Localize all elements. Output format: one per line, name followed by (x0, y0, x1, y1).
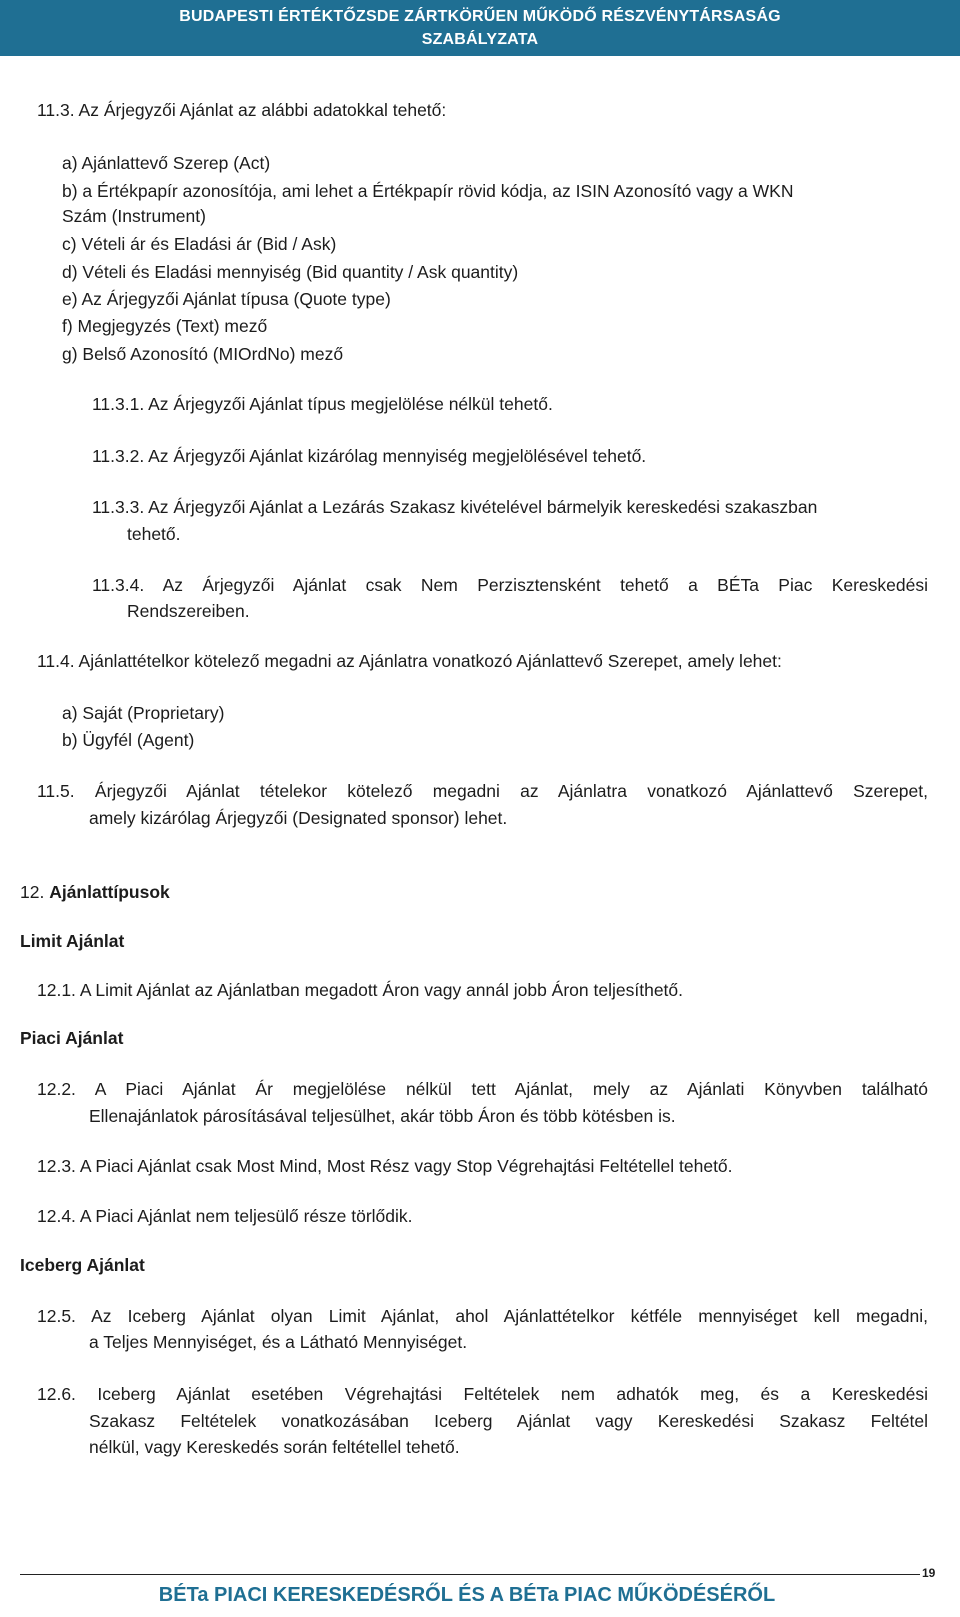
section-text-continued: Ellenajánlatok párosításával teljesülhet, akár több Áron és több kötésben is. (89, 1106, 676, 1126)
section-text: Az Árjegyzői Ajánlat kizárólag mennyiség megjelölésével tehető. (148, 446, 647, 466)
section-text: A Piaci Ajánlat nem teljesülő része törlődik. (79, 1206, 413, 1226)
section-number: 12.6. (37, 1384, 76, 1404)
document-header (0, 0, 960, 56)
section-number: 12.3. (37, 1156, 76, 1176)
list-item: d) Vételi és Eladási mennyiség (Bid quantity / Ask quantity) (62, 262, 519, 282)
header-line-2: SZABÁLYZATA (421, 31, 539, 48)
subsection-11-3-3 (92, 494, 817, 520)
footer-title: BÉTa PIACI KERESKEDÉSRŐL ÉS A BÉTa PIAC MŰKÖDÉSÉRŐL (158, 1584, 776, 1606)
section-11-5 (37, 777, 928, 805)
list-item: b) Ügyfél (Agent) (62, 730, 195, 750)
section-text-continued: Szakasz Feltételek vonatkozásában Iceberg Ajánlat vagy Kereskedési Szakasz Feltétel (89, 1411, 928, 1431)
section-title: Ajánlattípusok (49, 882, 170, 902)
section-12-1 (37, 977, 683, 1003)
section-number: 11.3.3. (92, 497, 145, 517)
footer-divider (20, 1574, 920, 1575)
section-12-2 (37, 1075, 928, 1103)
subsection-11-3-4 (92, 571, 928, 599)
section-number: 11.5. (37, 781, 75, 801)
list-item: e) Az Árjegyzői Ajánlat típusa (Quote type) (62, 289, 391, 309)
section-text-continued: Rendszereiben. (127, 601, 250, 621)
section-number: 12.2. (37, 1079, 76, 1099)
section-text-continued: a Teljes Mennyiséget, és a Látható Mennyiséget. (89, 1332, 468, 1352)
section-number: 11.3.1. (92, 394, 145, 414)
list-item: Szám (Instrument) (62, 206, 206, 226)
subheading-limit-order: Limit Ajánlat (20, 931, 125, 951)
section-text: Árjegyzői Ajánlat tételekor kötelező megadni az Ajánlatra vonatkozó Ajánlattevő Szerepet, (94, 781, 928, 801)
section-number: 11.3.2. (92, 446, 145, 466)
section-number: 12.5. (37, 1306, 76, 1326)
section-text: Az Árjegyzői Ajánlat a Lezárás Szakasz kivételével bármelyik kereskedési szakaszban (148, 497, 818, 517)
section-text: A Piaci Ajánlat Ár megjelölése nélkül tett Ajánlat, mely az Ajánlati Könyvben található (94, 1079, 928, 1099)
section-11-4 (37, 648, 782, 674)
section-text-continued: nélkül, vagy Kereskedés során feltétellel tehető. (89, 1437, 460, 1457)
subheading-market-order: Piaci Ajánlat (20, 1028, 124, 1048)
section-number: 12.4. (37, 1206, 76, 1226)
section-text: Az Iceberg Ajánlat olyan Limit Ajánlat, ahol Ajánlattételkor kétféle mennyiséget kell megadni, (91, 1306, 928, 1326)
header-line-1: BUDAPESTI ÉRTÉKTŐZSDE ZÁRTKÖRŰEN MŰKÖDŐ RÉSZVÉNYTÁRSASÁG (179, 8, 781, 25)
subheading-iceberg-order: Iceberg Ajánlat (20, 1255, 145, 1275)
section-12-5 (37, 1302, 928, 1330)
section-text: Az Árjegyzői Ajánlat csak Nem Perzisztensként tehető a BÉTa Piac Kereskedési (162, 575, 928, 595)
section-number: 11.3. (37, 100, 75, 120)
list-item: g) Belső Azonosító (MIOrdNo) mező (62, 344, 344, 364)
subsection-11-3-2 (92, 443, 646, 469)
list-item: b) a Értékpapír azonosítója, ami lehet a Értékpapír rövid kódja, az ISIN Azonosító vagy a WKN (62, 181, 794, 201)
section-12-6 (37, 1380, 928, 1408)
section-text-continued: tehető. (127, 524, 181, 544)
section-text: Az Árjegyzői Ajánlat típus megjelölése nélkül tehető. (148, 394, 553, 414)
section-text: A Piaci Ajánlat csak Most Mind, Most Rész vagy Stop Végrehajtási Feltétellel tehető. (79, 1156, 733, 1176)
section-12-heading (20, 879, 170, 905)
section-number: 11.3.4. (92, 575, 145, 595)
section-text: Ajánlattételkor kötelező megadni az Ajánlatra vonatkozó Ajánlattevő Szerepet, amely lehet: (78, 651, 782, 671)
subsection-11-3-1 (92, 391, 553, 417)
section-text: Iceberg Ajánlat esetében Végrehajtási Feltételek nem adhatók meg, és a Kereskedési (97, 1384, 928, 1404)
page-number: 19 (922, 1566, 936, 1580)
list-item: f) Megjegyzés (Text) mező (62, 316, 268, 336)
list-item: a) Ajánlattevő Szerep (Act) (62, 153, 271, 173)
section-text: Az Árjegyzői Ajánlat az alábbi adatokkal tehető: (78, 100, 447, 120)
section-text-continued: amely kizárólag Árjegyzői (Designated sponsor) lehet. (89, 808, 508, 828)
list-item: c) Vételi ár és Eladási ár (Bid / Ask) (62, 234, 337, 254)
section-text: A Limit Ajánlat az Ajánlatban megadott Áron vagy annál jobb Áron teljesíthető. (79, 980, 684, 1000)
section-11-3 (37, 97, 446, 123)
section-number: 12.1. (37, 980, 76, 1000)
section-number: 11.4. (37, 651, 75, 671)
section-12-4 (37, 1203, 413, 1229)
section-number: 12. (20, 882, 45, 902)
list-item: a) Saját (Proprietary) (62, 703, 225, 723)
section-12-3 (37, 1153, 733, 1179)
